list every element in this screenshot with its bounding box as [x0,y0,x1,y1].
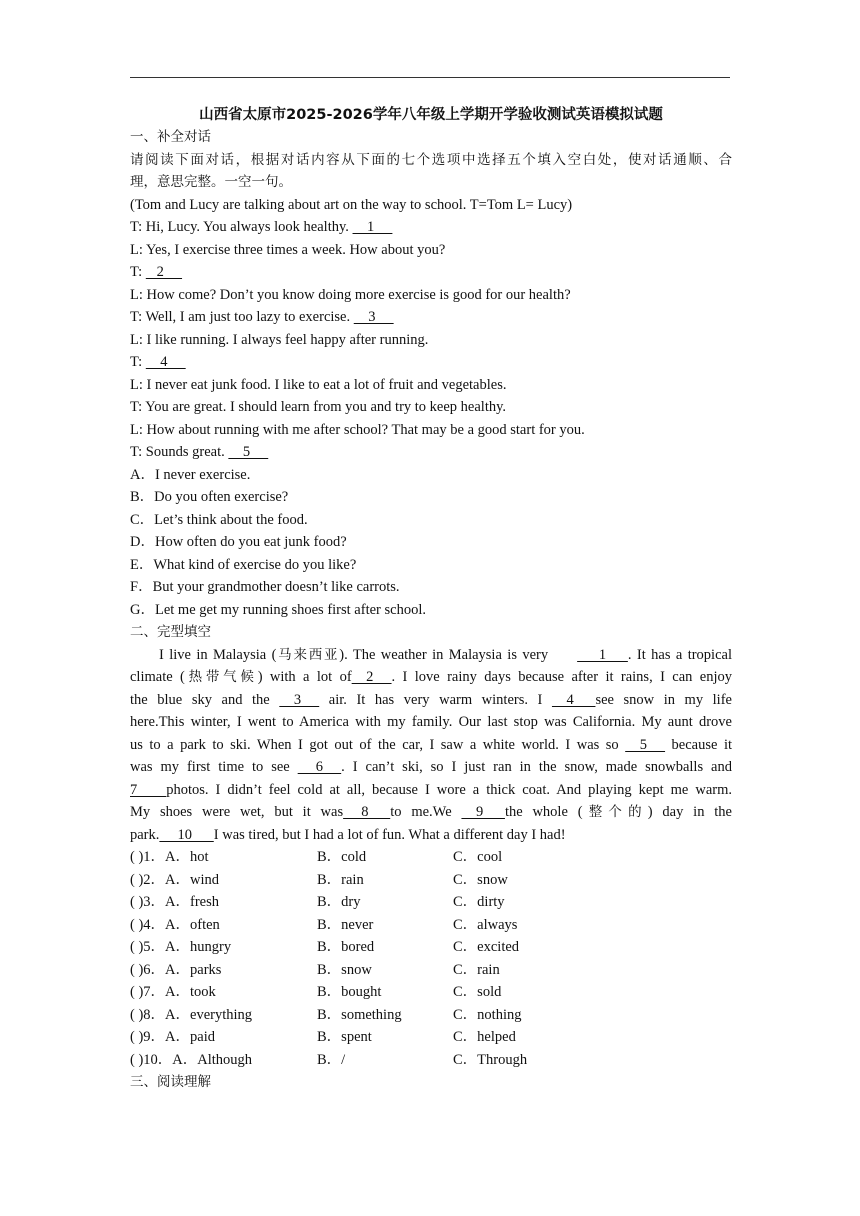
answer-blank[interactable]: 2 [145,264,183,280]
question-option-a: ( )9．A．paid [130,1029,215,1045]
dialogue-text: L: How come? Don’t you know doing more exercise is good for our health? [130,286,571,303]
dialogue-line [130,419,732,442]
passage-line: My shoes were wet, but it was 8 to me.We 9 the whole (整个的) day in the [130,801,732,824]
question-option-b: B．cold [317,849,367,865]
dialogue-line [130,374,732,397]
question-row [130,1004,732,1027]
question-option-c: C．dirty [453,894,505,910]
answer-blank[interactable]: 10 [159,826,214,843]
question-option-a: ( )5．A．hungry [130,939,232,955]
question-row [130,936,732,959]
passage-line: the blue sky and the 3 air. It has very warm winters. I 4 see snow in my life [130,689,732,712]
option-item: A．I never exercise. [130,466,251,483]
question-option-c: C．sold [453,984,502,1000]
passage-line: I live in Malaysia (马来西亚). The weather in Malaysia is very 1 . It has a tropical [130,644,732,667]
dialogue-line [130,261,732,284]
answer-blank[interactable]: 4 [145,354,186,370]
instruction-line-2: 理，意思完整。一空一句。 [130,174,292,190]
passage-line: us to a park to ski. When I got out of the car, I saw a white world. I was so 5 because it [130,734,732,757]
question-row [130,846,732,869]
dialogue-line [130,329,732,352]
answer-blank[interactable]: 4 [551,691,596,708]
question-row [130,959,732,982]
question-option-c: C．nothing [453,1006,522,1023]
question-option-c: C．rain [453,961,500,978]
answer-blank[interactable]: 6 [297,759,342,775]
section-heading-dialogue: 一、补全对话 [130,129,211,145]
question-row [130,981,732,1004]
question-option-a: ( )7．A．took [130,984,216,1000]
question-option-c: C．excited [453,939,520,955]
question-row [130,869,732,892]
question-row [130,891,732,914]
dialogue-line [130,306,732,329]
question-option-a: ( )2．A．wind [130,871,220,888]
option-item: D．How often do you eat junk food? [130,534,347,550]
question-option-a: ( )8．A．everything [130,1006,253,1023]
instruction-line-1: 请阅读下面对话，根据对话内容从下面的七个选项中选择五个填入空白处，使对话通顺、合 [130,151,732,168]
question-option-b: B．bored [317,939,375,955]
passage-line: here.This winter, I went to America with my family. Our last stop was California. My aunt drove [130,714,732,730]
dialogue-line [130,239,732,262]
question-option-a: ( )4．A．often [130,916,220,933]
answer-blank[interactable]: 7 [130,781,167,798]
question-option-b: B．something [317,1006,402,1023]
option-item: C．Let’s think about the food. [130,511,308,528]
question-option-b: B．never [317,916,374,933]
dialogue-intro: (Tom and Lucy are talking about art on the way to school. T=Tom L= Lucy) [130,196,573,213]
dialogue-text: T: You are great. I should learn from you and try to keep healthy. [130,399,507,415]
question-option-a: ( )10．A．Although [130,1051,253,1068]
dialogue-text: T: Hi, Lucy. You always look healthy. [130,219,353,235]
answer-blank[interactable]: 8 [343,804,391,820]
dialogue-line [130,284,732,307]
question-option-c: C．cool [453,849,503,865]
question-option-b: B．spent [317,1029,372,1045]
dialogue-text: T: Well, I am just too lazy to exercise. [130,309,354,325]
option-item: F．But your grandmother doesn’t like carrots. [130,579,400,595]
dialogue-options [130,464,732,622]
answer-blank[interactable]: 3 [353,309,394,325]
dialogue-line [130,441,732,464]
question-option-c: C．always [453,916,518,933]
question-option-c: C．Through [453,1051,528,1068]
cloze-passage [130,644,732,847]
answer-blank[interactable]: 5 [228,444,269,460]
section-heading-cloze: 二、完型填空 [130,624,211,640]
question-option-c: C．snow [453,871,508,888]
answer-blank[interactable]: 1 [577,646,628,663]
dialogue-text: T: [130,354,146,370]
passage-line: was my first time to see 6 . I can’t ski, so I just ran in the snow, made snowballs and [130,756,732,779]
dialogue-line [130,216,732,239]
section-heading-reading: 三、阅读理解 [130,1074,211,1090]
question-row [130,914,732,937]
answer-blank[interactable]: 3 [279,691,320,708]
answer-blank[interactable]: 1 [352,219,393,235]
answer-blank[interactable]: 9 [461,804,505,820]
question-row [130,1049,732,1072]
passage-line: 7 photos. I didn’t feel cold at all, because I wore a thick coat. And playing kept me warm. [130,779,732,802]
question-option-a: ( )6．A．parks [130,961,222,978]
question-option-b: B．snow [317,961,372,978]
question-option-b: B．bought [317,984,382,1000]
question-option-c: C．helped [453,1029,516,1045]
option-item: G．Let me get my running shoes first after school. [130,601,426,618]
question-option-a: ( )3．A．fresh [130,894,219,910]
dialogue-text: L: Yes, I exercise three times a week. How about you? [130,241,446,258]
question-option-b: B．dry [317,894,361,910]
header-rule [130,77,730,78]
dialogue-line [130,351,732,374]
document-title: 山西省太原市2025-2026学年八年级上学期开学验收测试英语模拟试题 [199,107,663,123]
dialogue-text: L: How about running with me after school? That may be a good start for you. [130,421,585,438]
answer-blank[interactable]: 5 [625,736,666,753]
passage-line: park. 10 I was tired, but I had a lot of fun. What a different day I had! [130,824,732,847]
dialogue-text: T: [130,264,146,280]
document-page [130,104,732,1094]
question-option-a: ( )1．A．hot [130,849,209,865]
option-item: E．What kind of exercise do you like? [130,556,357,573]
dialogue-line [130,396,732,419]
question-option-b: B．rain [317,871,364,888]
question-option-b: B．/ [317,1051,346,1068]
dialogue-text: L: I never eat junk food. I like to eat a lot of fruit and vegetables. [130,376,507,393]
cloze-questions [130,846,732,1071]
question-row [130,1026,732,1049]
option-item: B．Do you often exercise? [130,489,289,505]
dialogue-text: T: Sounds great. [130,444,229,460]
passage-line: climate (热带气候) with a lot of 2 . I love rainy days because after it rains, I can enjoy [130,666,732,689]
answer-blank[interactable]: 2 [351,669,392,685]
dialogue-text: L: I like running. I always feel happy after running. [130,331,429,348]
dialogue [130,216,732,464]
